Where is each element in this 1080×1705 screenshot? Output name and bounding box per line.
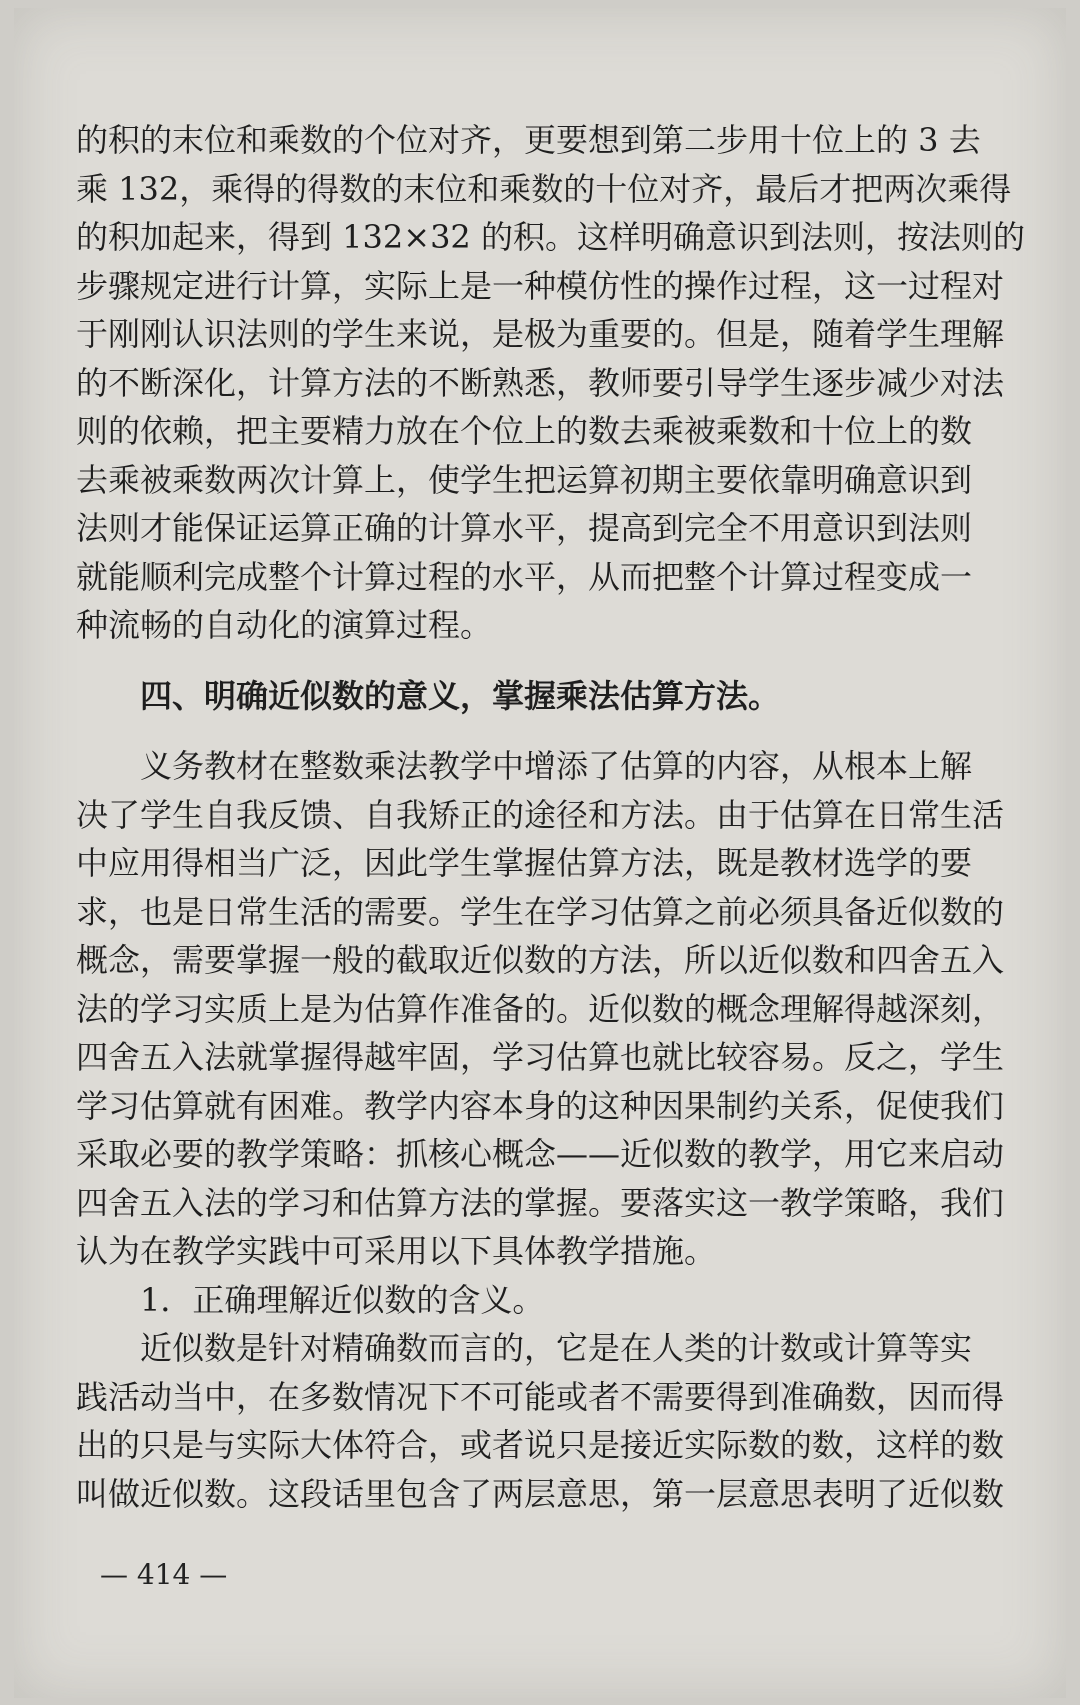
- text-line: 步骤规定进行计算，实际上是一种模仿性的操作过程，这一过程对: [76, 266, 1005, 305]
- paragraph-3: [76, 1324, 1026, 1518]
- text-line: 则的依赖，把主要精力放在个位上的数去乘被乘数和十位上的数: [76, 412, 973, 450]
- text-line: 决了学生自我反馈、自我矫正的途径和方法。由于估算在日常生活: [76, 795, 1005, 834]
- text-line: 法则才能保证运算正确的计算水平，提高到完全不用意识到法则: [76, 509, 973, 547]
- text-line: 采取必要的教学策略：抓核心概念——近似数的教学，用它来启动: [76, 1135, 1005, 1173]
- text-line: 中应用得相当广泛，因此学生掌握估算方法，既是教材选学的要: [76, 844, 973, 882]
- subsection-heading: 1．正确理解近似数的含义。: [140, 1280, 545, 1319]
- text-line: 乘 132，乘得的得数的末位和乘数的十位对齐，最后才把两次乘得: [76, 169, 1012, 208]
- text-line: 就能顺利完成整个计算过程的水平，从而把整个计算过程变成一: [76, 557, 973, 596]
- section-heading: 四、明确近似数的意义，掌握乘法估算方法。: [140, 676, 781, 715]
- body-text: [76, 116, 1026, 1518]
- text-line: 种流畅的自动化的演算过程。: [76, 606, 493, 644]
- text-line: 学习估算就有困难。教学内容本身的这种因果制约关系，促使我们: [76, 1086, 1005, 1125]
- page-number: — 414 —: [100, 1558, 228, 1591]
- text-line: 四舍五入法的学习和估算方法的掌握。要落实这一教学策略，我们: [76, 1183, 1005, 1222]
- text-line: 去乘被乘数两次计算上，使学生把运算初期主要依靠明确意识到: [76, 460, 973, 499]
- text-line: 于刚刚认识法则的学生来说，是极为重要的。但是，随着学生理解: [76, 315, 1005, 353]
- paragraph-1: [76, 116, 1026, 650]
- text-line: 的积加起来，得到 132×32 的积。这样明确意识到法则，按法则的: [76, 218, 1025, 256]
- text-line: 义务教材在整数乘法教学中增添了估算的内容，从根本上解: [140, 747, 973, 785]
- text-line: 出的只是与实际大体符合，或者说只是接近实际数的数，这样的数: [76, 1426, 1005, 1464]
- text-line: 叫做近似数。这段话里包含了两层意思，第一层意思表明了近似数: [76, 1474, 1005, 1513]
- text-line: 概念，需要掌握一般的截取近似数的方法，所以近似数和四舍五入: [76, 941, 1005, 979]
- text-line: 践活动当中，在多数情况下不可能或者不需要得到准确数，因而得: [76, 1377, 1005, 1416]
- text-line: 近似数是针对精确数而言的，它是在人类的计数或计算等实: [140, 1329, 973, 1367]
- text-line: 四舍五入法就掌握得越牢固，学习估算也就比较容易。反之，学生: [76, 1038, 1005, 1076]
- text-line: 法的学习实质上是为估算作准备的。近似数的概念理解得越深刻，: [76, 989, 1005, 1028]
- book-page: [14, 8, 1066, 1698]
- text-line: 的不断深化，计算方法的不断熟悉，教师要引导学生逐步减少对法: [76, 363, 1005, 402]
- text-line: 求，也是日常生活的需要。学生在学习估算之前必须具备近似数的: [76, 892, 1005, 931]
- text-line: 认为在教学实践中可采用以下具体教学措施。: [76, 1232, 717, 1270]
- paragraph-2: [76, 742, 1026, 1276]
- text-line: 的积的末位和乘数的个位对齐，更要想到第二步用十位上的 3 去: [76, 121, 981, 159]
